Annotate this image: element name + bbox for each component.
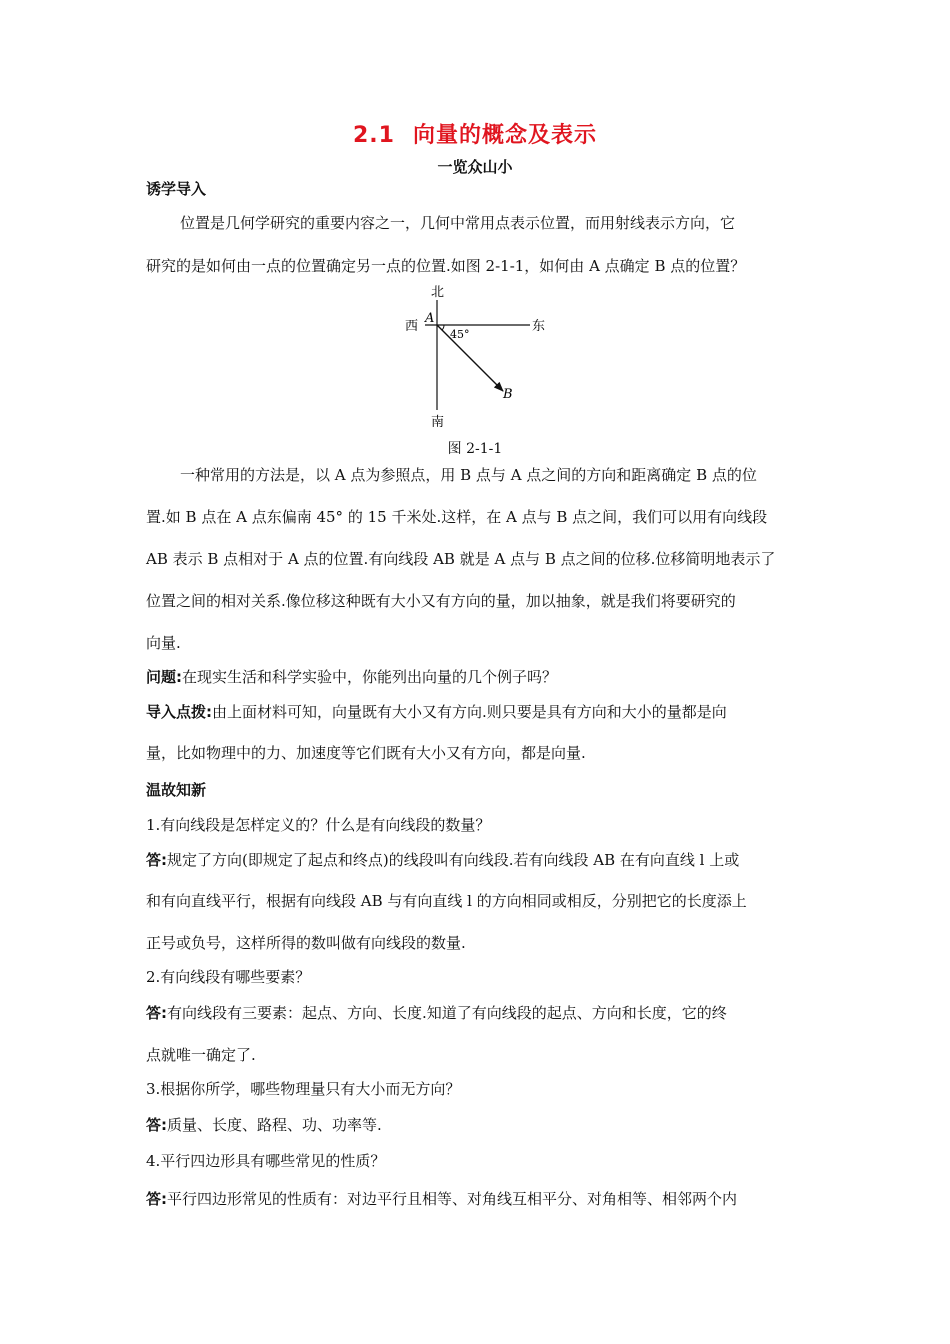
section-title — [0, 118, 950, 149]
vector-ab-arrow — [437, 325, 503, 391]
subtitle: 一览众山小 — [437, 158, 513, 176]
section-title-text: 向量的概念及表示 — [412, 123, 597, 148]
intro-heading: 诱学导入 — [146, 180, 207, 198]
east-label: 东 — [532, 319, 546, 334]
point-b-label: B — [503, 387, 513, 402]
intro-paragraph-line: 向量. — [146, 634, 181, 652]
west-label: 西 — [405, 319, 419, 334]
question-line — [146, 666, 811, 688]
north-label: 北 — [431, 285, 445, 300]
figure-caption: 图 2-1-1 — [447, 441, 503, 457]
answer-label: 答: — [146, 1116, 167, 1134]
answer-text: 有向线段有三要素：起点、方向、长度.知道了有向线段的起点、方向和长度，它的终 — [167, 1004, 727, 1022]
answer-label: 答: — [146, 1004, 167, 1022]
answer-line — [146, 1114, 811, 1136]
hint-text: 由上面材料可知，向量既有大小又有方向.则只要是具有方向和大小的量都是向 — [212, 703, 727, 721]
section-number: 2.1 — [353, 123, 395, 148]
answer-text: 平行四边形常见的性质有：对边平行且相等、对角线互相平分、对角相等、相邻两个内 — [167, 1190, 738, 1208]
answer-line: 和有向直线平行，根据有向线段 AB 与有向直线 l 的方向相同或相反，分别把它的长度添上 — [146, 892, 747, 910]
answer-text: 规定了方向(即规定了起点和终点)的线段叫有向线段.若有向线段 AB 在有向直线 l 上或 — [167, 851, 740, 869]
intro-paragraph-line: 位置是几何学研究的重要内容之一，几何中常用点表示位置，而用射线表示方向，它 — [180, 214, 736, 232]
hint-line — [146, 701, 811, 723]
angle-label: 45° — [450, 328, 470, 341]
hint-line: 量，比如物理中的力、加速度等它们既有大小又有方向，都是向量. — [146, 744, 586, 762]
direction-diagram — [395, 280, 555, 430]
answer-line: 点就唯一确定了. — [146, 1046, 256, 1064]
answer-line: 正号或负号，这样所得的数叫做有向线段的数量. — [146, 934, 466, 952]
answer-label: 答: — [146, 1190, 167, 1208]
intro-paragraph-line: AB 表示 B 点相对于 A 点的位置.有向线段 AB 就是 A 点与 B 点之间的位移.位移简明地表示了 — [146, 550, 776, 568]
question-text: 在现实生活和科学实验中，你能列出向量的几个例子吗？ — [182, 668, 558, 686]
answer-label: 答: — [146, 851, 167, 869]
review-heading: 温故知新 — [146, 781, 207, 799]
question-label: 问题: — [146, 668, 182, 686]
review-question: 2.有向线段有哪些要素？ — [146, 968, 311, 986]
angle-arc — [442, 325, 444, 330]
review-question: 3.根据你所学，哪些物理量只有大小而无方向？ — [146, 1080, 461, 1098]
intro-paragraph-line: 一种常用的方法是，以 A 点为参照点，用 B 点与 A 点之间的方向和距离确定 B 点的位 — [180, 466, 757, 484]
point-a-label: A — [425, 311, 435, 326]
intro-paragraph-line: 研究的是如何由一点的位置确定另一点的位置.如图 2-1-1，如何由 A 点确定 B 点的位置？ — [146, 257, 746, 275]
answer-line — [146, 1188, 811, 1210]
review-question: 4.平行四边形具有哪些常见的性质？ — [146, 1152, 386, 1170]
hint-label: 导入点拨: — [146, 703, 212, 721]
intro-paragraph-line: 位置之间的相对关系.像位移这种既有大小又有方向的量，加以抽象，就是我们将要研究的 — [146, 592, 736, 610]
answer-text: 质量、长度、路程、功、功率等. — [167, 1116, 382, 1134]
answer-line — [146, 1002, 811, 1024]
south-label: 南 — [431, 415, 445, 430]
answer-line — [146, 849, 811, 871]
intro-paragraph-line: 置.如 B 点在 A 点东偏南 45° 的 15 千米处.这样，在 A 点与 B 点之间，我们可以用有向线段 — [146, 508, 768, 526]
review-question: 1.有向线段是怎样定义的？什么是有向线段的数量？ — [146, 816, 491, 834]
